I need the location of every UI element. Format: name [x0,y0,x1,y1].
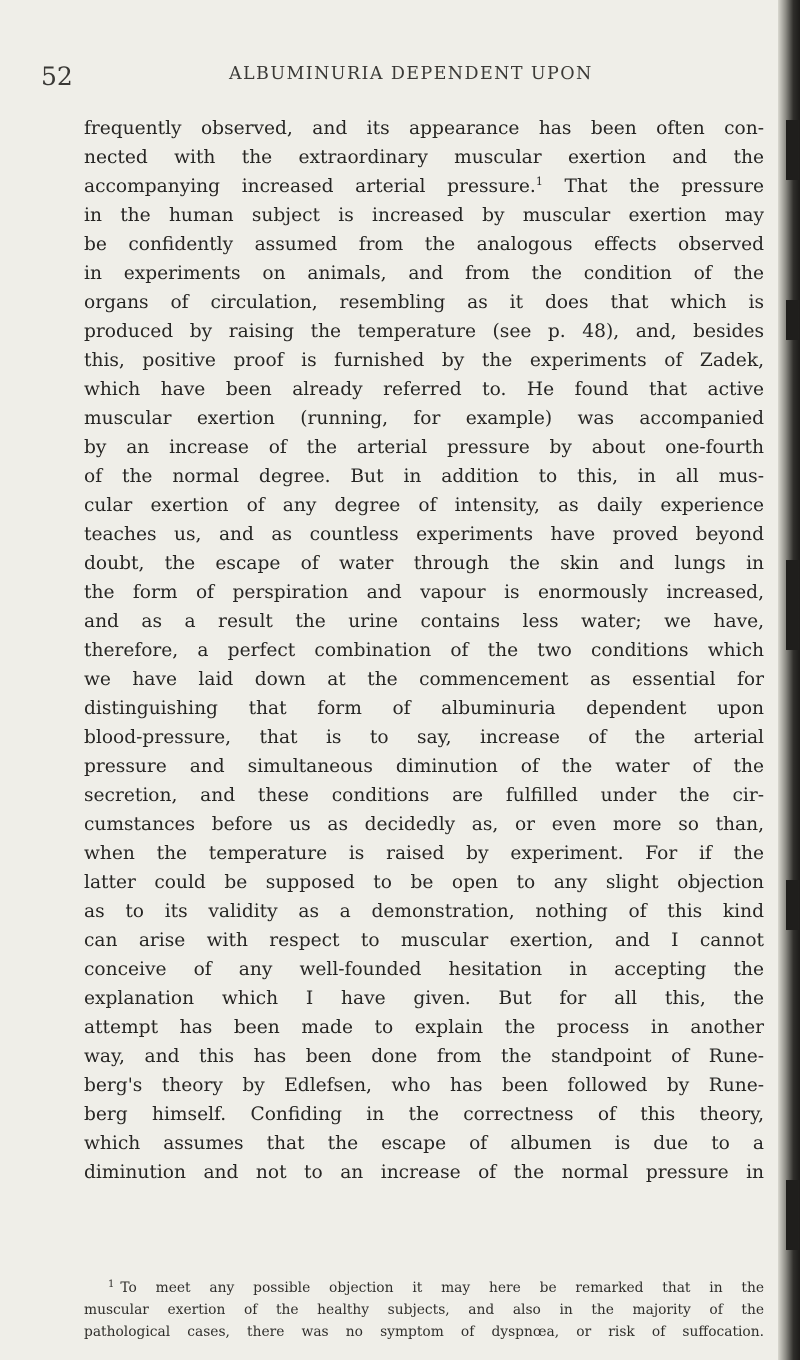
text-line: which have been already referred to. He found that active [84,379,764,400]
text-line: berg himself. Confiding in the correctness of this theory, [84,1104,764,1125]
binding-shadow [786,1180,798,1250]
binding-shadow [786,120,798,180]
footnote-line: pathological cases, there was no symptom of dyspnœa, or risk of suffocation. [84,1324,764,1340]
footnote-line [84,1277,764,1299]
text-line: of the normal degree. But in addition to this, in all mus- [84,466,764,487]
text-line: nected with the extraordinary muscular exertion and the [84,147,764,168]
text-line: we have laid down at the commencement as essential for [84,669,764,690]
text-line: produced by raising the temperature (see p. 48), and, besides [84,321,764,342]
text-segment: accompanying increased arterial pressure. [84,176,536,197]
text-line: cumstances before us as decidedly as, or even more so than, [84,814,764,835]
text-line: doubt, the escape of water through the skin and lungs in [84,553,764,574]
binding-shadow [786,560,798,650]
text-line: by an increase of the arterial pressure by about one-fourth [84,437,764,458]
text-line: frequently observed, and its appearance has been often con- [84,118,764,139]
text-line: the form of perspiration and vapour is enormously increased, [84,582,764,603]
text-line: as to its validity as a demonstration, nothing of this kind [84,901,764,922]
text-line-with-note [84,172,764,201]
text-line: therefore, a perfect combination of the two conditions which [84,640,764,661]
text-line: can arise with respect to muscular exertion, and I cannot [84,930,764,951]
footnote-line: muscular exertion of the healthy subjects, and also in the majority of the [84,1302,764,1318]
text-line: organs of circulation, resembling as it does that which is [84,292,764,313]
text-line: when the temperature is raised by experiment. For if the [84,843,764,864]
footnote-marker: 1 [108,1279,115,1290]
text-line: attempt has been made to explain the process in another [84,1017,764,1038]
text-line: diminution and not to an increase of the normal pressure in [84,1162,764,1183]
text-line: blood-pressure, that is to say, increase of the arterial [84,727,764,748]
text-line: in experiments on animals, and from the condition of the [84,263,764,284]
text-line: this, positive proof is furnished by the experiments of Zadek, [84,350,764,371]
text-line: cular exertion of any degree of intensity, as daily experience [84,495,764,516]
text-line: distinguishing that form of albuminuria dependent upon [84,698,764,719]
footnote-reference: 1 [535,175,543,188]
text-line: explanation which I have given. But for all this, the [84,988,764,1009]
text-segment: That the pressure [564,176,764,197]
page-number: 52 [41,62,73,91]
text-line: secretion, and these conditions are fulfilled under the cir- [84,785,764,806]
text-line: muscular exertion (running, for example) was accompanied [84,408,764,429]
footnote [84,1277,764,1343]
footnote-text: To meet any possible objection it may here be remarked that in the [120,1280,764,1296]
text-line: latter could be supposed to be open to any slight objection [84,872,764,893]
binding-shadow [786,300,798,340]
body-text [84,114,764,1187]
text-line: way, and this has been done from the standpoint of Rune- [84,1046,764,1067]
text-line: teaches us, and as countless experiments have proved beyond [84,524,764,545]
text-line: and as a result the urine contains less water; we have, [84,611,764,632]
text-line: in the human subject is increased by muscular exertion may [84,205,764,226]
text-line: which assumes that the escape of albumen is due to a [84,1133,764,1154]
page-binding-edge [778,0,800,1360]
text-line: pressure and simultaneous diminution of the water of the [84,756,764,777]
running-title: ALBUMINURIA DEPENDENT UPON [229,64,593,84]
text-line: be confidently assumed from the analogous effects observed [84,234,764,255]
text-line: berg's theory by Edlefsen, who has been followed by Rune- [84,1075,764,1096]
binding-shadow [786,880,798,930]
text-line: conceive of any well-founded hesitation in accepting the [84,959,764,980]
